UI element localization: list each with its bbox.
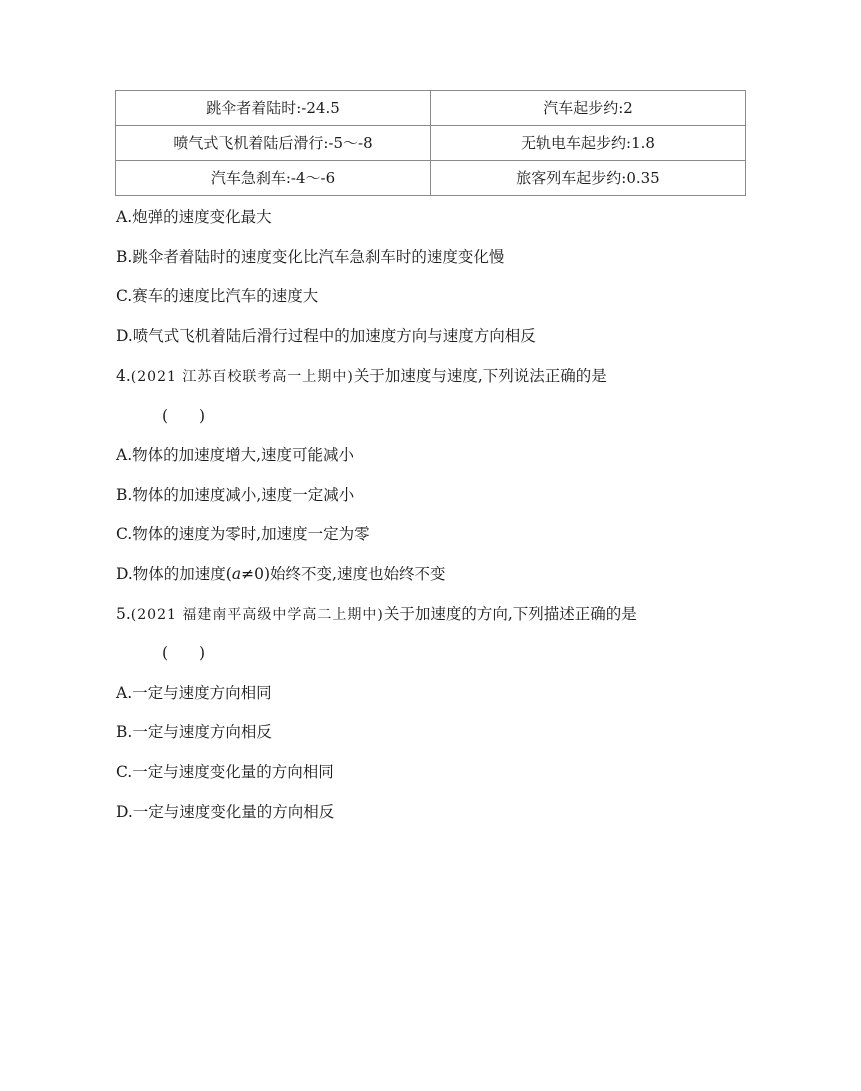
q4-source: (2021 江苏百校联考高一上期中): [130, 369, 354, 385]
acceleration-variable: a: [231, 565, 242, 583]
q4-number: 4.: [116, 367, 131, 385]
table-cell: 喷气式飞机着陆后滑行:-5～-8: [116, 126, 431, 161]
q3-option-a: A.炮弹的速度变化最大: [116, 208, 272, 226]
table-row: [116, 126, 746, 161]
q4-option-a: A.物体的加速度增大,速度可能减小: [116, 446, 355, 464]
q5-stem: [116, 604, 637, 625]
q5-option-c: C.一定与速度变化量的方向相同: [116, 763, 334, 781]
q5-number: 5.: [116, 605, 131, 623]
q5-stem-text: 关于加速度的方向,下列描述正确的是: [383, 605, 637, 623]
q5-option-a: A.一定与速度方向相同: [116, 684, 272, 702]
q4-option-d: [116, 564, 445, 584]
q4-option-b: B.物体的加速度减小,速度一定减小: [116, 486, 355, 504]
table-row: [116, 161, 746, 196]
q5-option-d: D.一定与速度变化量的方向相反: [116, 803, 335, 821]
q5-source: (2021 福建南平高级中学高二上期中): [130, 607, 384, 623]
acceleration-table: [115, 90, 746, 196]
table-cell: 无轨电车起步约:1.8: [431, 126, 746, 161]
table-row: [116, 91, 746, 126]
q4-option-c: C.物体的速度为零时,加速度一定为零: [116, 525, 370, 543]
q3-option-b: B.跳伞者着陆时的速度变化比汽车急刹车时的速度变化慢: [116, 248, 505, 266]
q3-option-d: D.喷气式飞机着陆后滑行过程中的加速度方向与速度方向相反: [116, 327, 536, 345]
q4-option-d-mid: ≠0): [241, 565, 271, 583]
table-cell: 汽车急刹车:-4～-6: [116, 161, 431, 196]
table-cell: 汽车起步约:2: [431, 91, 746, 126]
q4-stem-text: 关于加速度与速度,下列说法正确的是: [353, 367, 607, 385]
q4-option-d-post: 始终不变,速度也始终不变: [270, 565, 446, 583]
q4-option-d-pre: D.物体的加速度(: [116, 565, 232, 583]
q5-answer-blank: ( ): [162, 644, 206, 662]
q4-stem: [116, 366, 607, 387]
q4-answer-blank: ( ): [162, 407, 206, 425]
q5-option-b: B.一定与速度方向相反: [116, 723, 272, 741]
q3-option-c: C.赛车的速度比汽车的速度大: [116, 287, 319, 305]
table-cell: 跳伞者着陆时:-24.5: [116, 91, 431, 126]
table-cell: 旅客列车起步约:0.35: [431, 161, 746, 196]
